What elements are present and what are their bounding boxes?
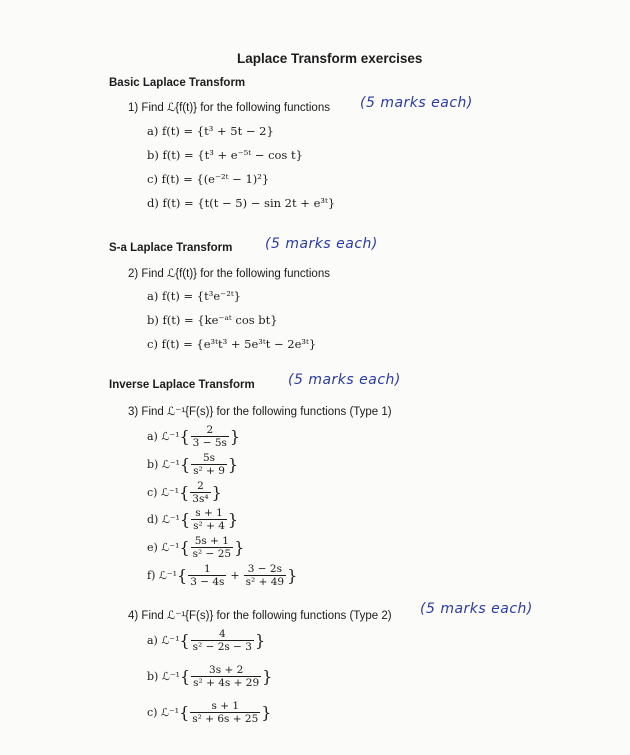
denominator: 3s⁴ <box>192 493 209 505</box>
section-heading-inverse: Inverse Laplace Transform <box>109 379 255 391</box>
handwritten-marks-3: (5 marks each) <box>288 372 401 388</box>
handwritten-marks-2: (5 marks each) <box>265 236 378 252</box>
list-item: c) ℒ⁻¹ { $\frac{s + 1}{\text{s² + 6s + 25}}$ } <box>147 700 272 725</box>
numerator: s + 1 <box>195 507 223 519</box>
denominator: 3 − 4s <box>190 576 225 588</box>
item-label: b) ℒ⁻¹ <box>147 670 180 683</box>
list-item: c) f(t) = {(e⁻²ᵗ − 1)²} <box>147 172 270 186</box>
numerator: 4 <box>218 628 226 640</box>
list-item: a) f(t) = {t³ + 5t − 2} <box>147 124 274 138</box>
denominator: s² − 2s − 3 <box>192 641 252 653</box>
list-item: f) ℒ⁻¹ { $\frac{1}{3 - 4s}$ + $\frac{3 - 2s}{\text{s² + 49}}$ } <box>147 563 298 588</box>
list-item: a) ℒ⁻¹ { $\frac{4}{\text{s² − 2s − 3}}$ } <box>147 628 266 653</box>
page-title: Laplace Transform exercises <box>237 51 423 66</box>
list-item: c) f(t) = {e³ᵗt³ + 5e³ᵗt − 2e³ᵗ} <box>147 337 317 351</box>
numerator: 2 <box>206 424 214 436</box>
list-item: a) ℒ⁻¹ { $\frac{2}{3 - 5s}$ } <box>147 424 241 449</box>
handwritten-marks-1: (5 marks each) <box>360 95 473 111</box>
list-item: b) ℒ⁻¹ { $\frac{3s + 2}{\text{s² + 4s + 29}}$ } <box>147 664 273 689</box>
denominator: s² + 4 <box>193 520 225 532</box>
list-item: c) ℒ⁻¹ { $\frac{2}{\text{3s⁴}}$ } <box>147 480 222 505</box>
question-1: 1) Find ℒ{f(t)} for the following functions <box>128 102 330 114</box>
list-item: e) ℒ⁻¹ { $\frac{5s + 1}{\text{s² − 25}}$ } <box>147 535 245 560</box>
item-label: c) ℒ⁻¹ <box>147 706 180 719</box>
list-item: d) ℒ⁻¹ { $\frac{s + 1}{\text{s² + 4}}$ } <box>147 507 239 532</box>
numerator: 5s + 1 <box>194 535 229 547</box>
numerator: 3s + 2 <box>209 664 244 676</box>
item-label: a) ℒ⁻¹ <box>147 634 180 647</box>
denominator: 3 − 5s <box>192 437 227 449</box>
denominator: s² + 4s + 29 <box>193 677 260 689</box>
item-label: b) ℒ⁻¹ <box>147 458 180 471</box>
item-label: c) ℒ⁻¹ <box>147 486 180 499</box>
list-item: d) f(t) = {t(t − 5) − sin 2t + e³ᵗ} <box>147 196 336 210</box>
numerator: 1 <box>203 563 211 575</box>
list-item: a) f(t) = {t³e⁻²ᵗ} <box>147 289 241 303</box>
list-item: b) f(t) = {t³ + e⁻⁵ᵗ − cos t} <box>147 148 303 162</box>
denominator: s² − 25 <box>192 548 232 560</box>
denominator: s² + 9 <box>193 465 225 477</box>
item-label: a) ℒ⁻¹ <box>147 430 180 443</box>
numerator: 5s <box>203 452 216 464</box>
section-heading-sa: S-a Laplace Transform <box>109 242 233 254</box>
question-3: 3) Find ℒ⁻¹{F(s)} for the following functions (Type 1) <box>128 406 392 418</box>
question-2: 2) Find ℒ{f(t)} for the following functions <box>128 268 330 280</box>
plus-operator: + <box>230 569 240 582</box>
question-4: 4) Find ℒ⁻¹{F(s)} for the following functions (Type 2) <box>128 610 392 622</box>
item-label: e) ℒ⁻¹ <box>147 541 180 554</box>
list-item: b) f(t) = {ke⁻ᵃᵗ cos bt} <box>147 313 278 327</box>
numerator: s + 1 <box>211 700 240 712</box>
denominator: s² + 6s + 25 <box>192 713 259 725</box>
section-heading-basic: Basic Laplace Transform <box>109 77 246 89</box>
numerator: 3 − 2s <box>247 563 282 575</box>
denominator: s² + 49 <box>245 576 285 588</box>
numerator: 2 <box>197 480 204 492</box>
handwritten-marks-4: (5 marks each) <box>420 601 533 617</box>
list-item: b) ℒ⁻¹ { $\frac{5s}{\text{s² + 9}}$ } <box>147 452 239 477</box>
item-label: d) ℒ⁻¹ <box>147 513 180 526</box>
item-label: f) ℒ⁻¹ <box>147 569 177 582</box>
